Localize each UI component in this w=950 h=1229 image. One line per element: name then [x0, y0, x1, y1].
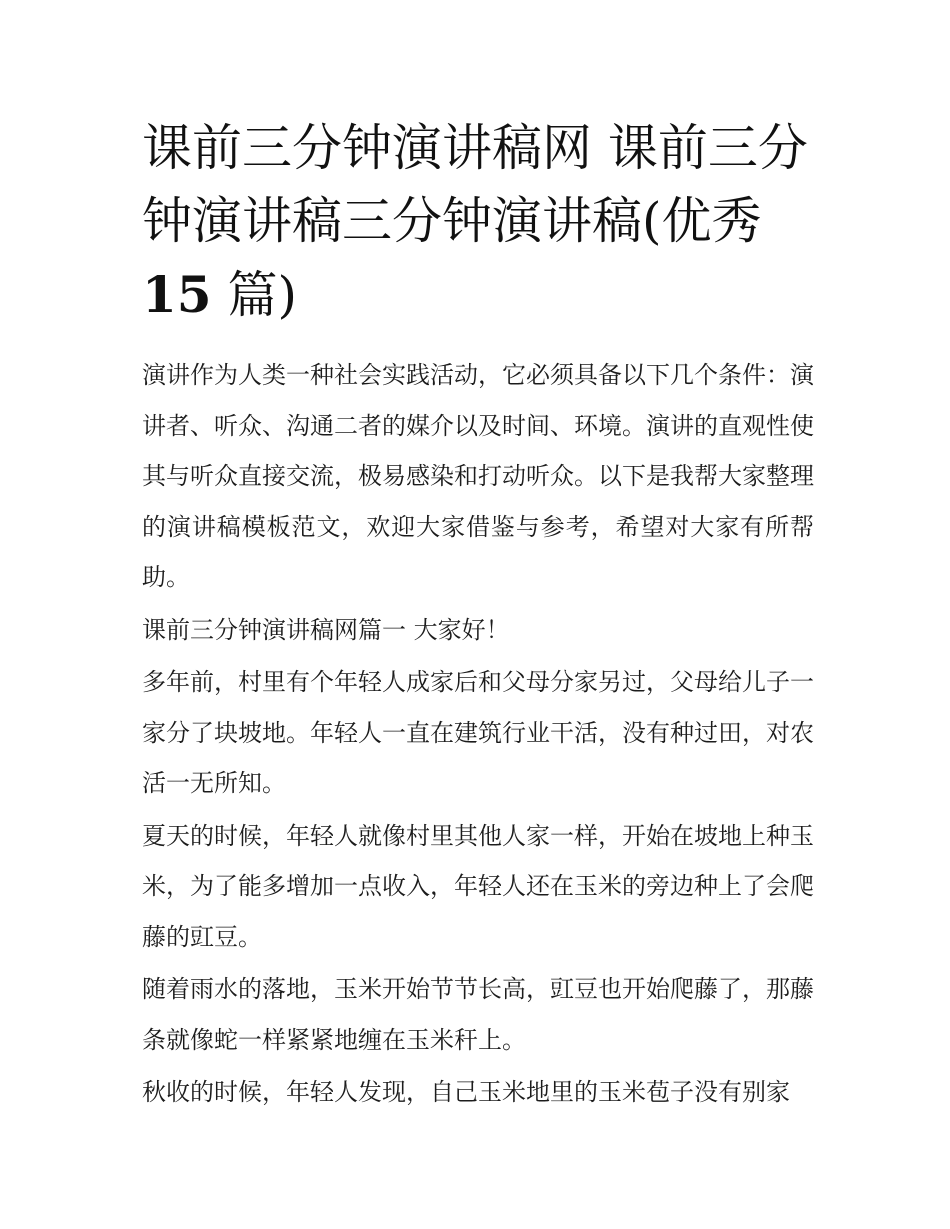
- document-body: [142, 350, 814, 1118]
- paragraph: 夏天的时候，年轻人就像村里其他人家一样，开始在坡地上种玉米，为了能多增加一点收入，年轻人还在玉米的旁边种上了会爬藤的豇豆。: [142, 821, 814, 951]
- title-line-3: 篇): [211, 266, 297, 324]
- document-content: [142, 112, 814, 1118]
- title-count: 15: [142, 265, 212, 324]
- title-line-2: 钟演讲稿三分钟演讲稿(优秀: [142, 192, 762, 250]
- paragraph: 随着雨水的落地，玉米开始节节长高，豇豆也开始爬藤了，那藤条就像蛇一样紧紧地缠在玉米秆上。: [142, 975, 814, 1054]
- paragraph-section-heading: 课前三分钟演讲稿网篇一 大家好！: [142, 615, 510, 644]
- document-title: [142, 112, 814, 332]
- title-line-1: 课前三分钟演讲稿网 课前三分: [142, 119, 808, 177]
- paragraph: 秋收的时候，年轻人发现，自己玉米地里的玉米苞子没有别家: [142, 1078, 790, 1106]
- paragraph-intro: 演讲作为人类一种社会实践活动，它必须具备以下几个条件：演讲者、听众、沟通二者的媒介以及时间、环境。演讲的直观性使其与听众直接交流，极易感染和打动听众。以下是我帮大家整理的演讲稿模板范文，欢迎大家借鉴与参考，希望对大家有所帮助。: [142, 361, 814, 591]
- paragraph: 多年前，村里有个年轻人成家后和父母分家另过，父母给儿子一家分了块坡地。年轻人一直在建筑行业干活，没有种过田，对农活一无所知。: [142, 668, 814, 797]
